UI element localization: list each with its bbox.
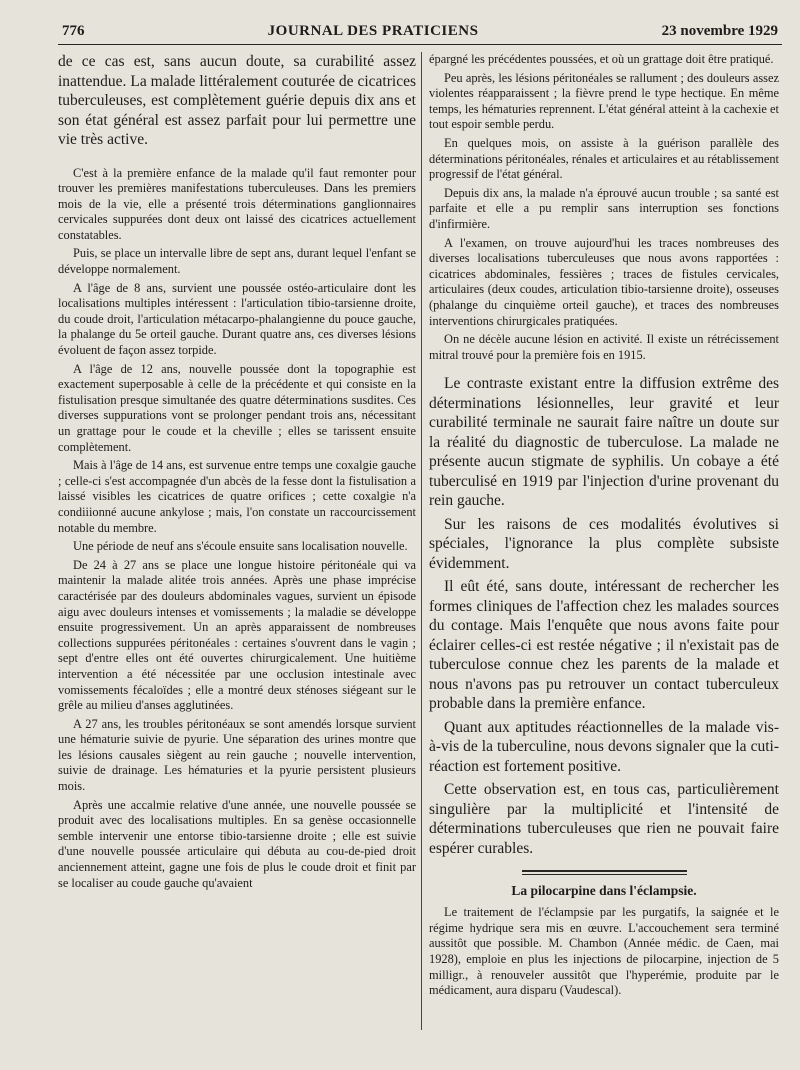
case-history-continued <box>429 52 779 363</box>
right-column <box>429 52 779 1002</box>
left-column <box>58 52 416 894</box>
section-separator <box>522 870 687 875</box>
paragraph: Après une accalmie relative d'une année, une nouvelle poussée se produit avec des localisations multiples. En sa genèse occasionnelle semble intervenir une entorse tibio-tarsienne droite ; elle est suivie d'une nouvelle poussée articulaire qui débuta au cou-de-pied droit anciennement atteint, gagne une fois de plus le coude droit et finit par se localiser au coude gauche qu'avaient <box>58 797 416 890</box>
paragraph: Sur les raisons de ces modalités évolutives si spéciales, l'ignorance la plus complète subsiste évidemment. <box>429 515 779 572</box>
issue-date: 23 novembre 1929 <box>661 23 778 39</box>
paragraph: A l'examen, on trouve aujourd'hui les traces nombreuses des diverses localisations tuberculeuses que nous avons rapportées : cicatrices abdominales, fessières ; traces de fistules cervicales, articulaires (deux coudes, articulation tibio-tarsienne droite), osseuses (phalange du cinquième orteil gauche), et traces des nombreuses interventions chirurgicales pratiquées. <box>429 235 779 328</box>
paragraph: Le traitement de l'éclampsie par les purgatifs, la saignée et le régime hydrique sera mis en œuvre. L'accouchement sera terminé aussitôt que possible. M. Chambon (Année médic. de Caen, mai 1928), emploie en plus les injections de pilocarpine, injection de 5 milligr., à renouveler aussitôt que l'hyperémie, produite par le médicament, aura disparu (Vaudescal). <box>429 905 779 998</box>
paragraph: On ne décèle aucune lésion en activité. Il existe un rétrécissement mitral trouvé pour la première fois en 1915. <box>429 332 779 362</box>
paragraph: Mais à l'âge de 14 ans, est survenue entre temps une coxalgie gauche ; celle-ci s'est accompagnée d'un abcès de la fesse dont la fistulisation a laissé visibles les cicatrices de quatre orifices ; cette coxalgie n'a condiiionné aucune ankylose ; mais, l'on constate un raccourcissement notable du membre. <box>58 458 416 535</box>
paragraph: En quelques mois, on assiste à la guérison parallèle des déterminations péritonéales, rénales et articulaires et au rétablissement progressif de l'état général. <box>429 135 779 182</box>
case-history <box>58 166 416 892</box>
paragraph: Une période de neuf ans s'écoule ensuite sans localisation nouvelle. <box>73 539 408 554</box>
column-divider <box>421 52 422 1030</box>
lead-paragraph: de ce cas est, sans aucun doute, sa curabilité assez inattendue. La malade littéralement couturée de cicatrices tuberculeuses, est complètement guérie depuis dix ans et son état général est assez parfait pour lui permettre une vie très active. <box>58 53 416 148</box>
paragraph: De 24 à 27 ans se place une longue histoire péritonéale qui va maintenir la malade alitée trois années. Après une phase imprécise caractérisée par des douleurs abdominales vagues, survient un épisode aigu avec douleurs intenses et vomissements ; la maladie se développe ensuite progressivement. Un an après apparaissent de nombreuses collections suppurées péritonéales : certaines s'ouvrent dans le vagin ; sept d'entre elles ont été ouvertes chirurgicalement. Une huitième intervention a été nécessitée par une occlusion intestinale avec vomissements fécaloïdes ; elle a montré deux sténoses siégeant sur le grêle au milieu d'anses agglutinées. <box>58 557 416 713</box>
paragraph: épargné les précédentes poussées, et où un grattage doit être pratiqué. <box>429 52 774 66</box>
page-header <box>62 16 778 40</box>
paragraph: Il eût été, sans doute, intéressant de rechercher les formes cliniques de l'affection chez les malades sources du contage. Mais l'enquête que nous avons faite pour éclairer celles-ci est restée négative ; il n'existait pas de tuberculose connue chez les parents de la malade et nous n'avons pas pu retrouver un contact tuberculeux probable dans la première enfance. <box>429 578 779 713</box>
header-rule <box>58 44 782 45</box>
section-body <box>429 905 779 999</box>
paragraph: Cette observation est, en tous cas, particulièrement singulière par la multiplicité et l'intensité de déterminations tuberculeuses que rien ne pouvait faire espérer curables. <box>429 781 779 857</box>
section-title: La pilocarpine dans l'éclampsie. <box>511 883 697 899</box>
paragraph: A 27 ans, les troubles péritonéaux se sont amendés lorsque survient une hématurie suivie de pyurie. Une séparation des urines montre que les lésions causales siègent au rein gauche ; nouvelle intervention, suivie de drainage. Les hématuries et la pyurie persistent plusieurs mois. <box>58 716 416 794</box>
page-number: 776 <box>62 23 85 39</box>
paragraph: Peu après, les lésions péritonéales se rallument ; des douleurs assez violentes réapparaissent ; la fièvre prend le type hectique. En même temps, les hématuries reprennent. L'état général atteint à la cachexie et tout espoir semble perdu. <box>429 70 779 132</box>
paragraph: A l'âge de 8 ans, survient une poussée ostéo-articulaire dont les localisations multiples intéressent : l'articulation tibio-tarsienne droite, du coude droit, l'articulation métacarpo-phalangienne du pouce gauche, la phalange du 5e orteil gauche. Durant quatre ans, ces diverses lésions évoluent de façon assez torpide. <box>58 280 416 358</box>
paragraph: Depuis dix ans, la malade n'a éprouvé aucun trouble ; sa santé est parfaite et elle a pu remplir sans interruption ses fonctions d'infirmière. <box>429 185 779 231</box>
paragraph: Quant aux aptitudes réactionnelles de la malade vis-à-vis de la tuberculine, nous devons signaler que la cuti-réaction est fortement positive. <box>429 718 779 775</box>
discussion <box>429 374 779 858</box>
paragraph: Le contraste existant entre la diffusion extrême des déterminations lésionnelles, leur gravité et leur curabilité terminale ne saurait faire naître un doute sur la réalité du diagnostic de tuberculose. La malade ne présente aucun stigmate de syphilis. Un cobaye a été tuberculisé en 1919 par l'injection d'urine provenant du rein gauche. <box>429 375 779 510</box>
paragraph: A l'âge de 12 ans, nouvelle poussée dont la topographie est exactement superposable à celle de la précédente et qui consiste en la fistulisation presque simultanée des quatre déterminations susdites. Ces diverses suppurations vont se prolonger pendant trois ans, nécessitant un grattage pour le coude et la cheville ; elles se tarissent ensuite complètement. <box>58 361 416 454</box>
paragraph: C'est à la première enfance de la malade qu'il faut remonter pour trouver les premières manifestations tuberculeuses. Dans les premiers mois de la vie, elle a présenté trois déterminations ganglionnaires cervicales suppurées dont deux ont laissé des cicatrices actuellement constatables. <box>58 165 416 242</box>
paragraph: Puis, se place un intervalle libre de sept ans, durant lequel l'enfant se développe normalement. <box>58 246 416 277</box>
journal-title: JOURNAL DES PRATICIENS <box>267 23 479 39</box>
lead-block <box>58 52 416 150</box>
